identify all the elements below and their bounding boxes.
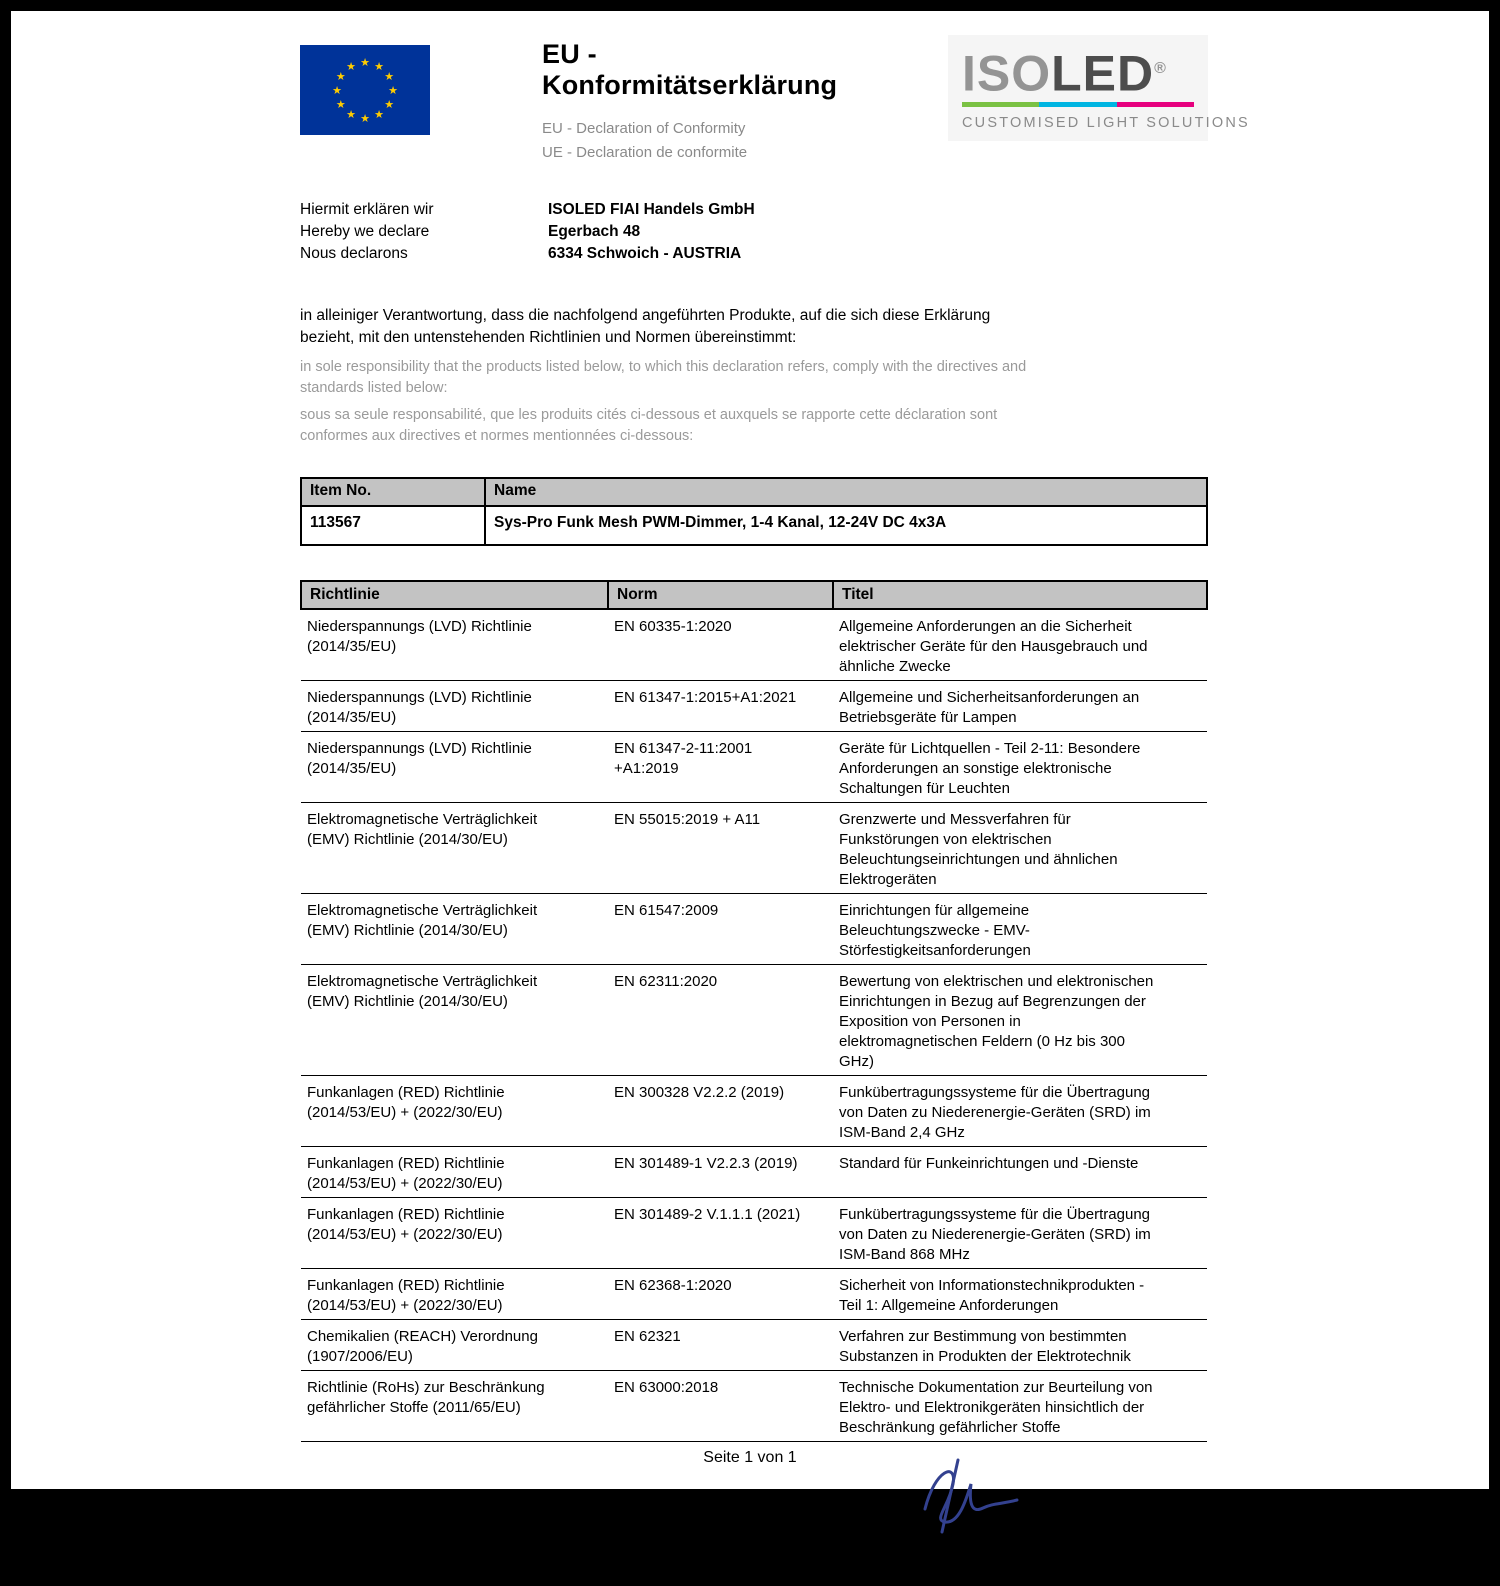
logo-bar-magenta xyxy=(1117,102,1194,107)
declarant-label-fr: Nous declarons xyxy=(300,245,408,262)
cell-titel: Allgemeine Anforderungen an die Sicherheit elektrischer Geräte für den Hausgebrauch und ähnliche Zwecke xyxy=(833,609,1207,681)
directives-table xyxy=(300,580,1208,1442)
cell-norm: EN 300328 V2.2.2 (2019) xyxy=(608,1076,833,1147)
table-row xyxy=(301,965,1207,1076)
table-row xyxy=(301,1076,1207,1147)
svg-text:★: ★ xyxy=(346,108,356,122)
document-header xyxy=(300,35,1250,165)
company-address xyxy=(548,199,755,265)
item-name: Sys-Pro Funk Mesh PWM-Dimmer, 1-4 Kanal, 12-24V DC 4x3A xyxy=(485,506,1207,545)
title-block xyxy=(542,35,842,165)
table-row xyxy=(301,609,1207,681)
page-number: Seite 1 von 1 xyxy=(703,1449,797,1466)
eu-flag-icon xyxy=(300,45,430,135)
svg-text:★: ★ xyxy=(384,70,395,83)
declarant-section xyxy=(300,199,1208,265)
isoled-logo xyxy=(948,35,1250,141)
company-name: ISOLED FIAI Handels GmbH xyxy=(548,201,755,218)
svg-text:★: ★ xyxy=(384,98,395,111)
logo-bar-green xyxy=(962,102,1039,107)
cell-richtlinie: Richtlinie (RoHs) zur Beschränkung gefährlicher Stoffe (2011/65/EU) xyxy=(301,1371,608,1442)
item-table-header-name: Name xyxy=(485,478,1207,506)
company-city: 6334 Schwoich - AUSTRIA xyxy=(548,245,742,262)
table-row xyxy=(301,1320,1207,1371)
statement-en: in sole responsibility that the products listed below, to which this declaration refers, comply with the directives and standards listed below: xyxy=(300,359,1027,396)
logo-bar-cyan xyxy=(1039,102,1116,107)
signature-place-date: Schwoich, 25.08.2025 xyxy=(870,1565,1028,1582)
svg-text:★: ★ xyxy=(332,84,342,97)
svg-text:★: ★ xyxy=(374,108,384,122)
svg-text:★: ★ xyxy=(346,59,356,73)
logo-color-bars xyxy=(962,102,1194,107)
svg-text:★: ★ xyxy=(374,59,384,73)
cell-norm: EN 61347-2-11:2001 +A1:2019 xyxy=(608,732,833,803)
cell-richtlinie: Funkanlagen (RED) Richtlinie (2014/53/EU) + (2022/30/EU) xyxy=(301,1269,608,1320)
cell-richtlinie: Niederspannungs (LVD) Richtlinie (2014/35/EU) xyxy=(301,732,608,803)
item-number: 113567 xyxy=(301,506,485,545)
cell-titel: Technische Dokumentation zur Beurteilung von Elektro- und Elektronikgeräten hinsichtlich der Beschränkung gefährlicher Stoffe xyxy=(833,1371,1207,1442)
item-table-header-itemno: Item No. xyxy=(301,478,485,506)
table-row xyxy=(301,1198,1207,1269)
cell-titel: Funkübertragungssysteme für die Übertragung von Daten zu Niederenergie-Geräten (SRD) im ISM-Band 2,4 GHz xyxy=(833,1076,1207,1147)
statement-fr: sous sa seule responsabilité, que les produits cités ci-dessous et auxquels se rapporte cette déclaration sont conformes aux directives et normes mentionnées ci-dessous: xyxy=(300,407,998,444)
page-title: EU - Konformitätserklärung xyxy=(542,39,838,100)
table-row xyxy=(301,681,1207,732)
document-content xyxy=(300,35,1250,1586)
cell-richtlinie: Elektromagnetische Verträglichkeit (EMV) Richtlinie (2014/30/EU) xyxy=(301,965,608,1076)
cell-titel: Einrichtungen für allgemeine Beleuchtungszwecke - EMV-Störfestigkeitsanforderungen xyxy=(833,894,1207,965)
cell-norm: EN 61347-1:2015+A1:2021 xyxy=(608,681,833,732)
logo-led-text: LED xyxy=(1051,45,1155,102)
item-table-header-row xyxy=(301,478,1207,506)
logo-tagline: CUSTOMISED LIGHT SOLUTIONS xyxy=(962,114,1250,131)
table-row xyxy=(301,1269,1207,1320)
cell-titel: Allgemeine und Sicherheitsanforderungen an Betriebsgeräte für Lampen xyxy=(833,681,1207,732)
svg-text:★: ★ xyxy=(335,98,346,111)
cell-norm: EN 62321 xyxy=(608,1320,833,1371)
item-table xyxy=(300,477,1208,546)
declarant-label-de: Hiermit erklären wir xyxy=(300,201,434,218)
cell-titel: Geräte für Lichtquellen - Teil 2-11: Besondere Anforderungen an sonstige elektronische Schaltungen für Leuchten xyxy=(833,732,1207,803)
cell-norm: EN 61547:2009 xyxy=(608,894,833,965)
cell-titel: Grenzwerte und Messverfahren für Funkstörungen von elektrischen Beleuchtungseinrichtungen und ähnlichen Elektrogeräten xyxy=(833,803,1207,894)
table-row xyxy=(301,803,1207,894)
svg-text:★: ★ xyxy=(335,70,346,83)
table-row xyxy=(301,894,1207,965)
cell-norm: EN 301489-2 V.1.1.1 (2021) xyxy=(608,1198,833,1269)
cell-norm: EN 60335-1:2020 xyxy=(608,609,833,681)
directives-header-row xyxy=(301,581,1207,609)
statement-de: in alleiniger Verantwortung, dass die nachfolgend angeführten Produkte, auf die sich diese Erklärung bezieht, mit den untenstehenden Richtlinien und Normen übereinstimmt: xyxy=(300,307,991,346)
table-row xyxy=(301,1147,1207,1198)
signature-block xyxy=(870,1454,1200,1586)
declarant-labels xyxy=(300,199,548,265)
cell-richtlinie: Funkanlagen (RED) Richtlinie (2014/53/EU) + (2022/30/EU) xyxy=(301,1147,608,1198)
cell-norm: EN 62311:2020 xyxy=(608,965,833,1076)
cell-richtlinie: Elektromagnetische Verträglichkeit (EMV) Richtlinie (2014/30/EU) xyxy=(301,894,608,965)
conformity-statement xyxy=(300,305,1048,447)
directives-header-norm: Norm xyxy=(608,581,833,609)
cell-richtlinie: Funkanlagen (RED) Richtlinie (2014/53/EU) + (2022/30/EU) xyxy=(301,1198,608,1269)
cell-richtlinie: Niederspannungs (LVD) Richtlinie (2014/35/EU) xyxy=(301,681,608,732)
cell-richtlinie: Chemikalien (REACH) Verordnung (1907/2006/EU) xyxy=(301,1320,608,1371)
cell-richtlinie: Elektromagnetische Verträglichkeit (EMV) Richtlinie (2014/30/EU) xyxy=(301,803,608,894)
cell-richtlinie: Niederspannungs (LVD) Richtlinie (2014/35/EU) xyxy=(301,609,608,681)
svg-text:★: ★ xyxy=(388,84,398,97)
svg-text:★: ★ xyxy=(360,56,370,69)
directives-header-richtlinie: Richtlinie xyxy=(301,581,608,609)
cell-titel: Sicherheit von Informationstechnikprodukten - Teil 1: Allgemeine Anforderungen xyxy=(833,1269,1207,1320)
cell-norm: EN 55015:2019 + A11 xyxy=(608,803,833,894)
table-row xyxy=(301,1371,1207,1442)
cell-richtlinie: Funkanlagen (RED) Richtlinie (2014/53/EU) + (2022/30/EU) xyxy=(301,1076,608,1147)
signatory-name: Ing. Hacadur Otyan xyxy=(870,1541,1009,1558)
directives-header-titel: Titel xyxy=(833,581,1207,609)
cell-norm: EN 301489-1 V2.2.3 (2019) xyxy=(608,1147,833,1198)
subtitle-fr: UE - Declaration de conformite xyxy=(542,144,748,161)
cell-titel: Bewertung von elektrischen und elektronischen Einrichtungen in Bezug auf Begrenzungen der Exposition von Personen in elektromagnetischen Feldern (0 Hz bis 300 GHz) xyxy=(833,965,1207,1076)
cell-titel: Standard für Funkeinrichtungen und -Dienste xyxy=(833,1147,1207,1198)
item-table-row xyxy=(301,506,1207,545)
cell-titel: Funkübertragungssysteme für die Übertragung von Daten zu Niederenergie-Geräten (SRD) im ISM-Band 868 MHz xyxy=(833,1198,1207,1269)
registered-trademark-icon: ® xyxy=(1154,60,1167,77)
cell-titel: Verfahren zur Bestimmung von bestimmten Substanzen in Produkten der Elektrotechnik xyxy=(833,1320,1207,1371)
isoled-logo-text xyxy=(962,43,1194,100)
table-row xyxy=(301,732,1207,803)
subtitle-en: EU - Declaration of Conformity xyxy=(542,120,746,137)
svg-text:★: ★ xyxy=(360,112,370,125)
cell-norm: EN 62368-1:2020 xyxy=(608,1269,833,1320)
logo-iso-text: ISO xyxy=(962,45,1052,102)
declarant-label-en: Hereby we declare xyxy=(300,223,430,240)
company-street: Egerbach 48 xyxy=(548,223,641,240)
cell-norm: EN 63000:2018 xyxy=(608,1371,833,1442)
